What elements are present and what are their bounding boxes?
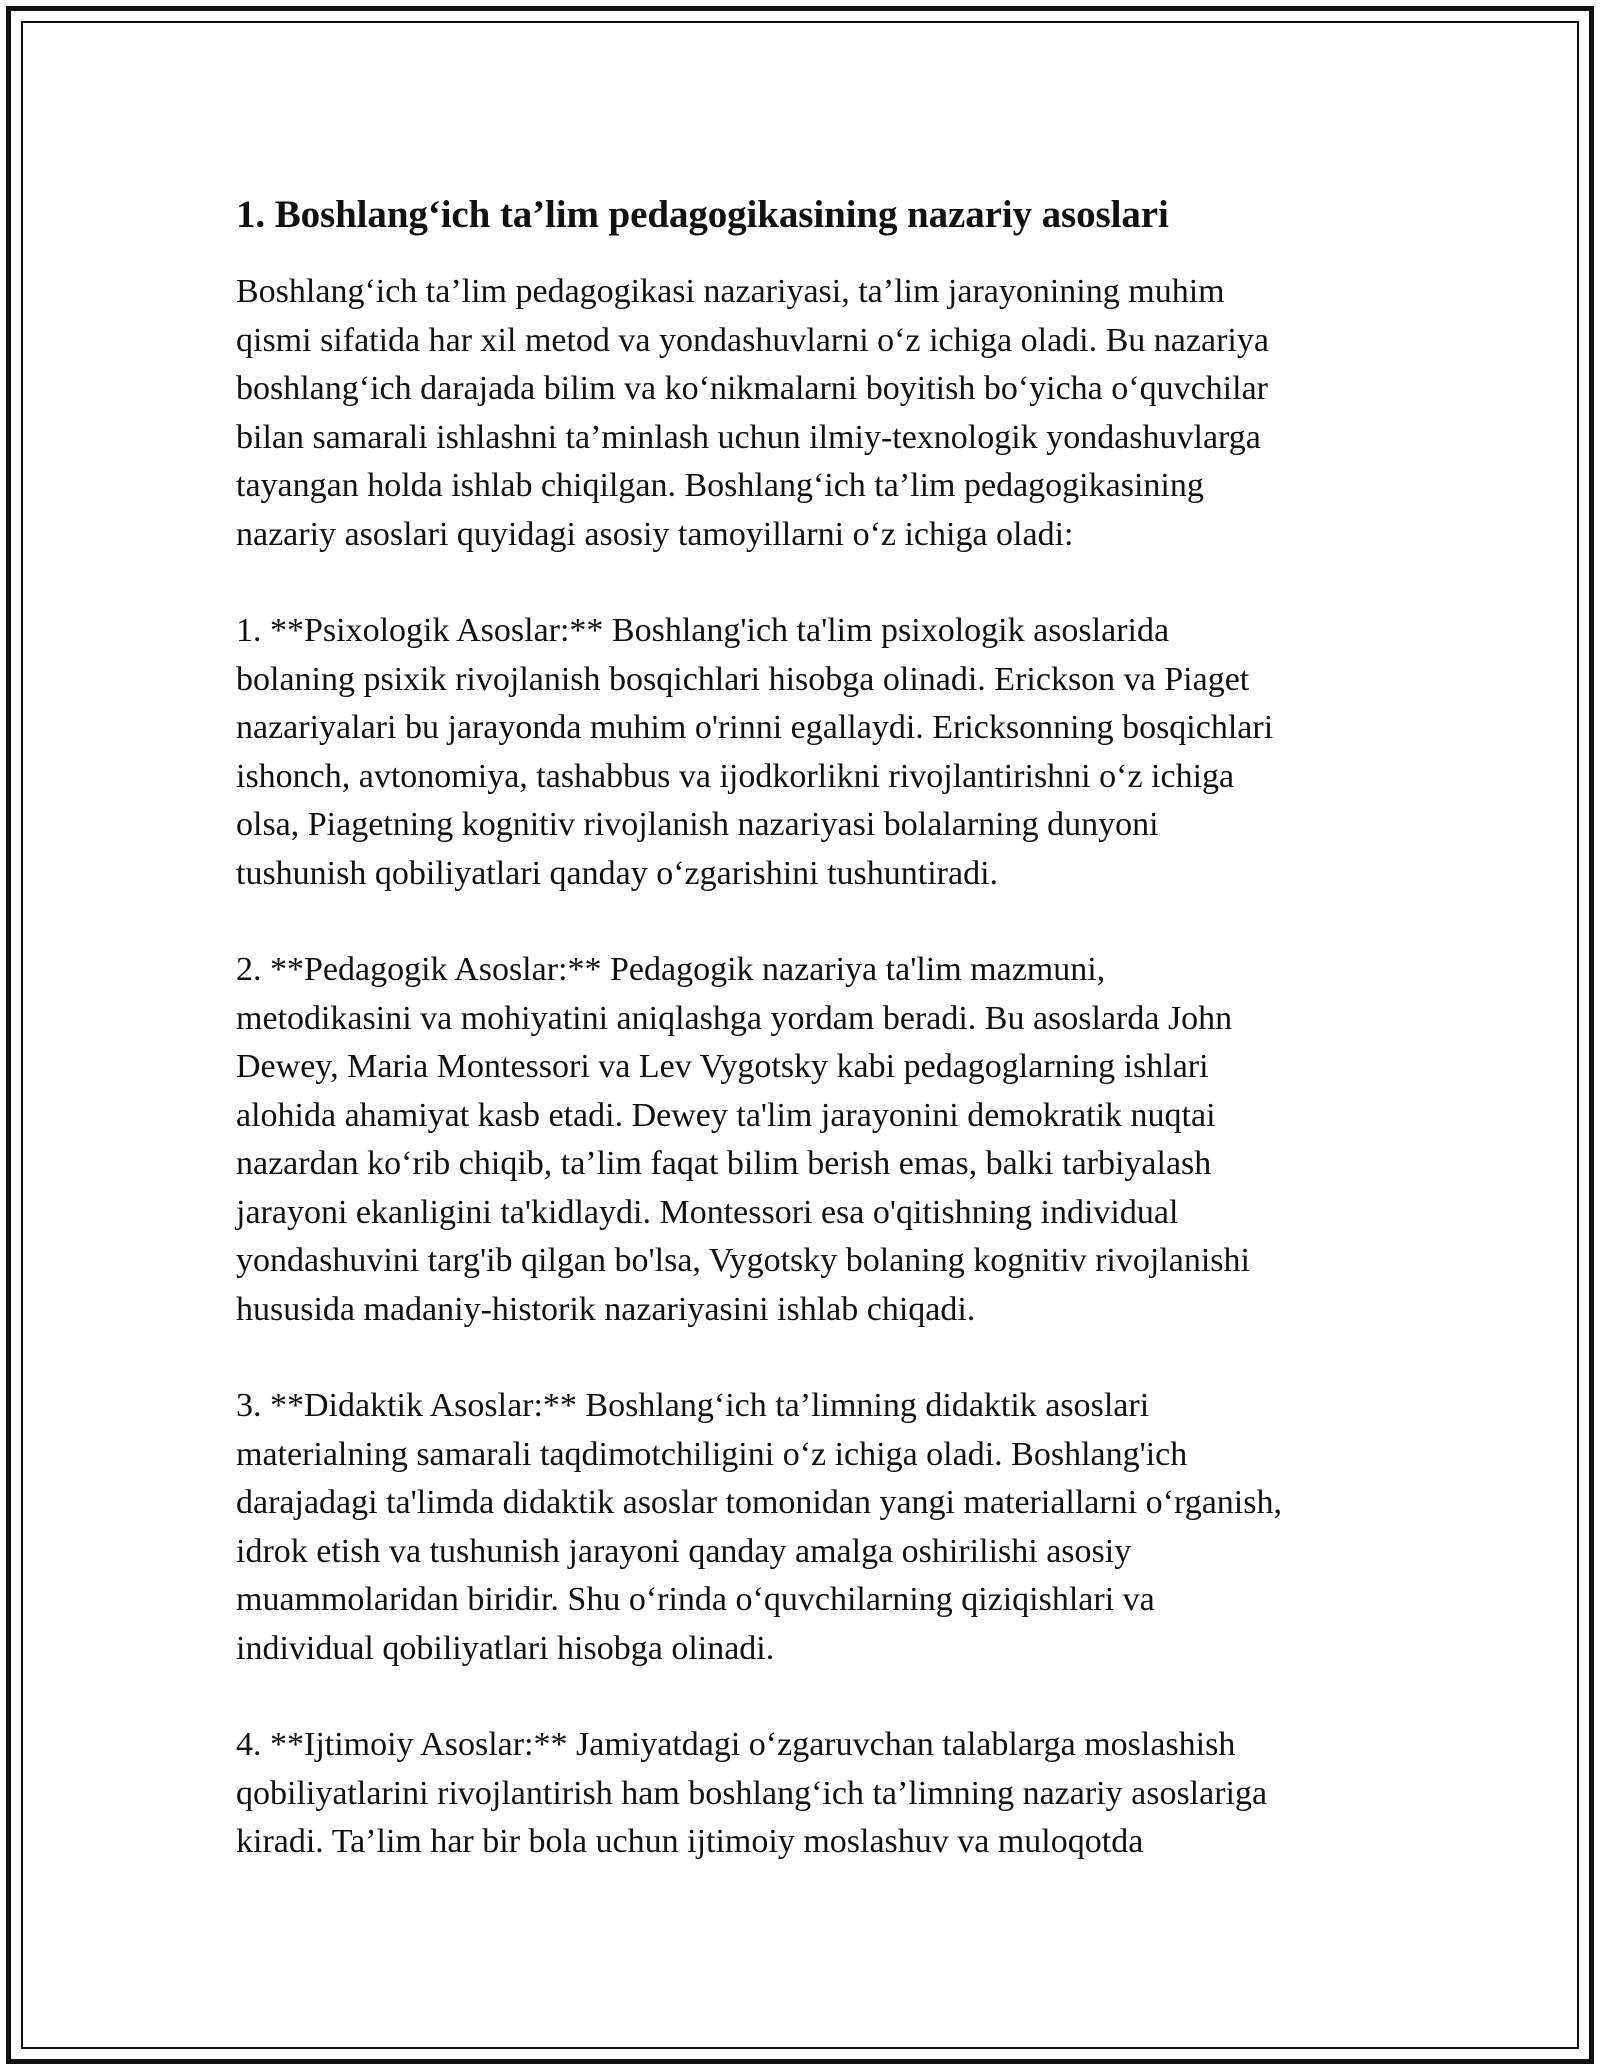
pedagogical-foundations-paragraph: 2. **Pedagogik Asoslar:** Pedagogik nazariya ta'lim mazmuni, metodikasini va mohiyatini aniqlashga yordam beradi. Bu asoslarda John Dewey, Maria Montessori va Lev Vygotsky kabi pedagoglarning ishlari alohida ahamiyat kasb etadi. Dewey ta'lim jarayonini demokratik nuqtai nazardan ko‘rib chiqib, ta’lim faqat bilim berish emas, balki tarbiyalash jarayoni ekanligini ta'kidlaydi. Montessori esa o'qitishning individual yondashuvini targ'ib qilgan bo'lsa, Vygotsky bolaning kognitiv rivojlanishi hususida madaniy-historik nazariyasini ishlab chiqadi.: [236, 951, 1250, 1328]
didactic-foundations-paragraph: 3. **Didaktik Asoslar:** Boshlang‘ich ta’limning didaktik asoslari materialning samarali taqdimotchiligini o‘z ichiga oladi. Boshlang'ich darajadagi ta'limda didaktik asoslar tomonidan yangi materiallarni o‘rganish, idrok etish va tushunish jarayoni qanday amalga oshirilishi asosiy muammolaridan biridir. Shu o‘rinda o‘quvchilarning qiziqishlari va individual qobiliyatlari hisobga olinadi.: [236, 1387, 1282, 1667]
intro-paragraph: Boshlang‘ich ta’lim pedagogikasi nazariyasi, ta’lim jarayonining muhim qismi sifatida har xil metod va yondashuvlarni o‘z ichiga oladi. Bu nazariya boshlang‘ich darajada bilim va ko‘nikmalarni boyitish bo‘yicha o‘quvchilar bilan samarali ishlashni ta’minlash uchun ilmiy-texnologik yondashuvlarga tayangan holda ishlab chiqilgan. Boshlang‘ich ta’lim pedagogikasining nazariy asoslari quyidagi asosiy tamoyillarni o‘z ichiga oladi:: [236, 273, 1269, 553]
social-foundations-paragraph: 4. **Ijtimoiy Asoslar:** Jamiyatdagi o‘zgaruvchan talablarga moslashish qobiliyatlarini rivojlantirish ham boshlang‘ich ta’limning nazariy asoslariga kiradi. Ta’lim har bir bola uchun ijtimoiy moslashuv va muloqotda: [236, 1726, 1268, 1860]
section-heading: 1. Boshlang‘ich ta’lim pedagogikasining nazariy asoslari: [236, 193, 1169, 236]
document-body: [236, 190, 1376, 1915]
psychological-foundations-paragraph: 1. **Psixologik Asoslar:** Boshlang'ich ta'lim psixologik asoslarida bolaning psixik rivojlanish bosqichlari hisobga olinadi. Erickson va Piaget nazariyalari bu jarayonda muhim o'rinni egallaydi. Ericksonning bosqichlari ishonch, avtonomiya, tashabbus va ijodkorlikni rivojlantirishni o‘z ichiga olsa, Piagetning kognitiv rivojlanish nazariyasi bolalarning dunyoni tushunish qobiliyatlari qanday o‘zgarishini tushuntiradi.: [236, 612, 1274, 892]
